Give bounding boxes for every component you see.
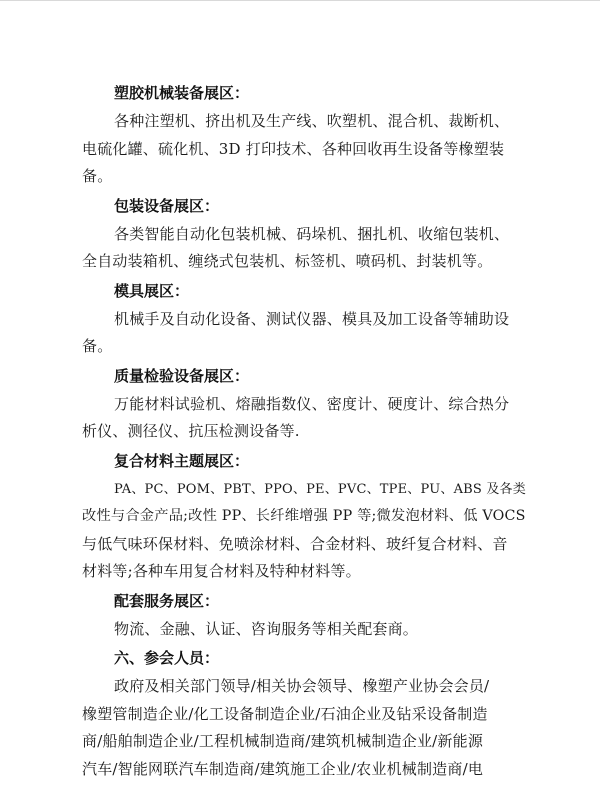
body-line: 材料等;各种车用复合材料及特种材料等。 xyxy=(82,562,361,580)
body-line: 改性与合金产品;改性 PP、长纤维增强 PP 等;微发泡材料、低 VOCS xyxy=(82,508,526,524)
body-line: 与低气味环保材料、免喷涂材料、合金材料、玻纤复合材料、音 xyxy=(82,534,508,553)
section-heading-molds: 模具展区： xyxy=(114,281,190,300)
body-line: 汽车/智能网联汽车制造商/建筑施工企业/农业机械制造商/电 xyxy=(82,759,484,778)
section-heading-plastic-machinery: 塑胶机械装备展区： xyxy=(114,84,250,102)
body-line: 政府及相关部门领导/相关协会领导、橡塑产业协会会员/ xyxy=(114,677,490,695)
body-line-text: PA、PC、POM、PBT、PPO、PE、PVC、TPE、PU、ABS 及各类 xyxy=(114,481,526,497)
document-body xyxy=(82,78,532,783)
body-line: 商/船舶制造企业/工程机械制造商/建筑机械制造企业/新能源 xyxy=(82,732,484,750)
body-line: 橡塑管制造企业/化工设备制造企业/石油企业及钻采设备制造 xyxy=(82,704,488,723)
section-heading-composite-materials: 复合材料主题展区： xyxy=(114,451,250,470)
body-line: 各种注塑机、挤出机及生产线、吹塑机、混合机、裁断机、 xyxy=(114,112,510,130)
body-line: 物流、金融、认证、咨询服务等相关配套商。 xyxy=(114,619,419,638)
section-heading-packaging: 包装设备展区： xyxy=(114,196,220,215)
section-heading-quality-inspection: 质量检验设备展区： xyxy=(114,366,250,385)
body-line xyxy=(82,476,532,504)
body-line: 全自动装箱机、缠绕式包装机、标签机、喷码机、封装机等。 xyxy=(82,252,493,270)
body-line: 电硫化罐、硫化机、3D 打印技术、各种回收再生设备等橡塑装 xyxy=(82,139,505,158)
body-line: 万能材料试验机、熔融指数仪、密度计、硬度计、综合热分 xyxy=(114,394,510,413)
body-line: 析仪、测径仪、抗压检测设备等. xyxy=(82,422,300,440)
body-line: 备。 xyxy=(82,167,113,185)
section-heading-attendees: 六、参会人员： xyxy=(114,649,220,667)
body-line: 各类智能自动化包装机械、码垛机、捆扎机、收缩包装机、 xyxy=(114,224,510,243)
body-line: 备。 xyxy=(82,337,113,355)
page-top-edge xyxy=(0,0,600,1)
body-line: 机械手及自动化设备、测试仪器、模具及加工设备等辅助设 xyxy=(114,309,510,328)
section-heading-support-services: 配套服务展区： xyxy=(114,591,220,610)
